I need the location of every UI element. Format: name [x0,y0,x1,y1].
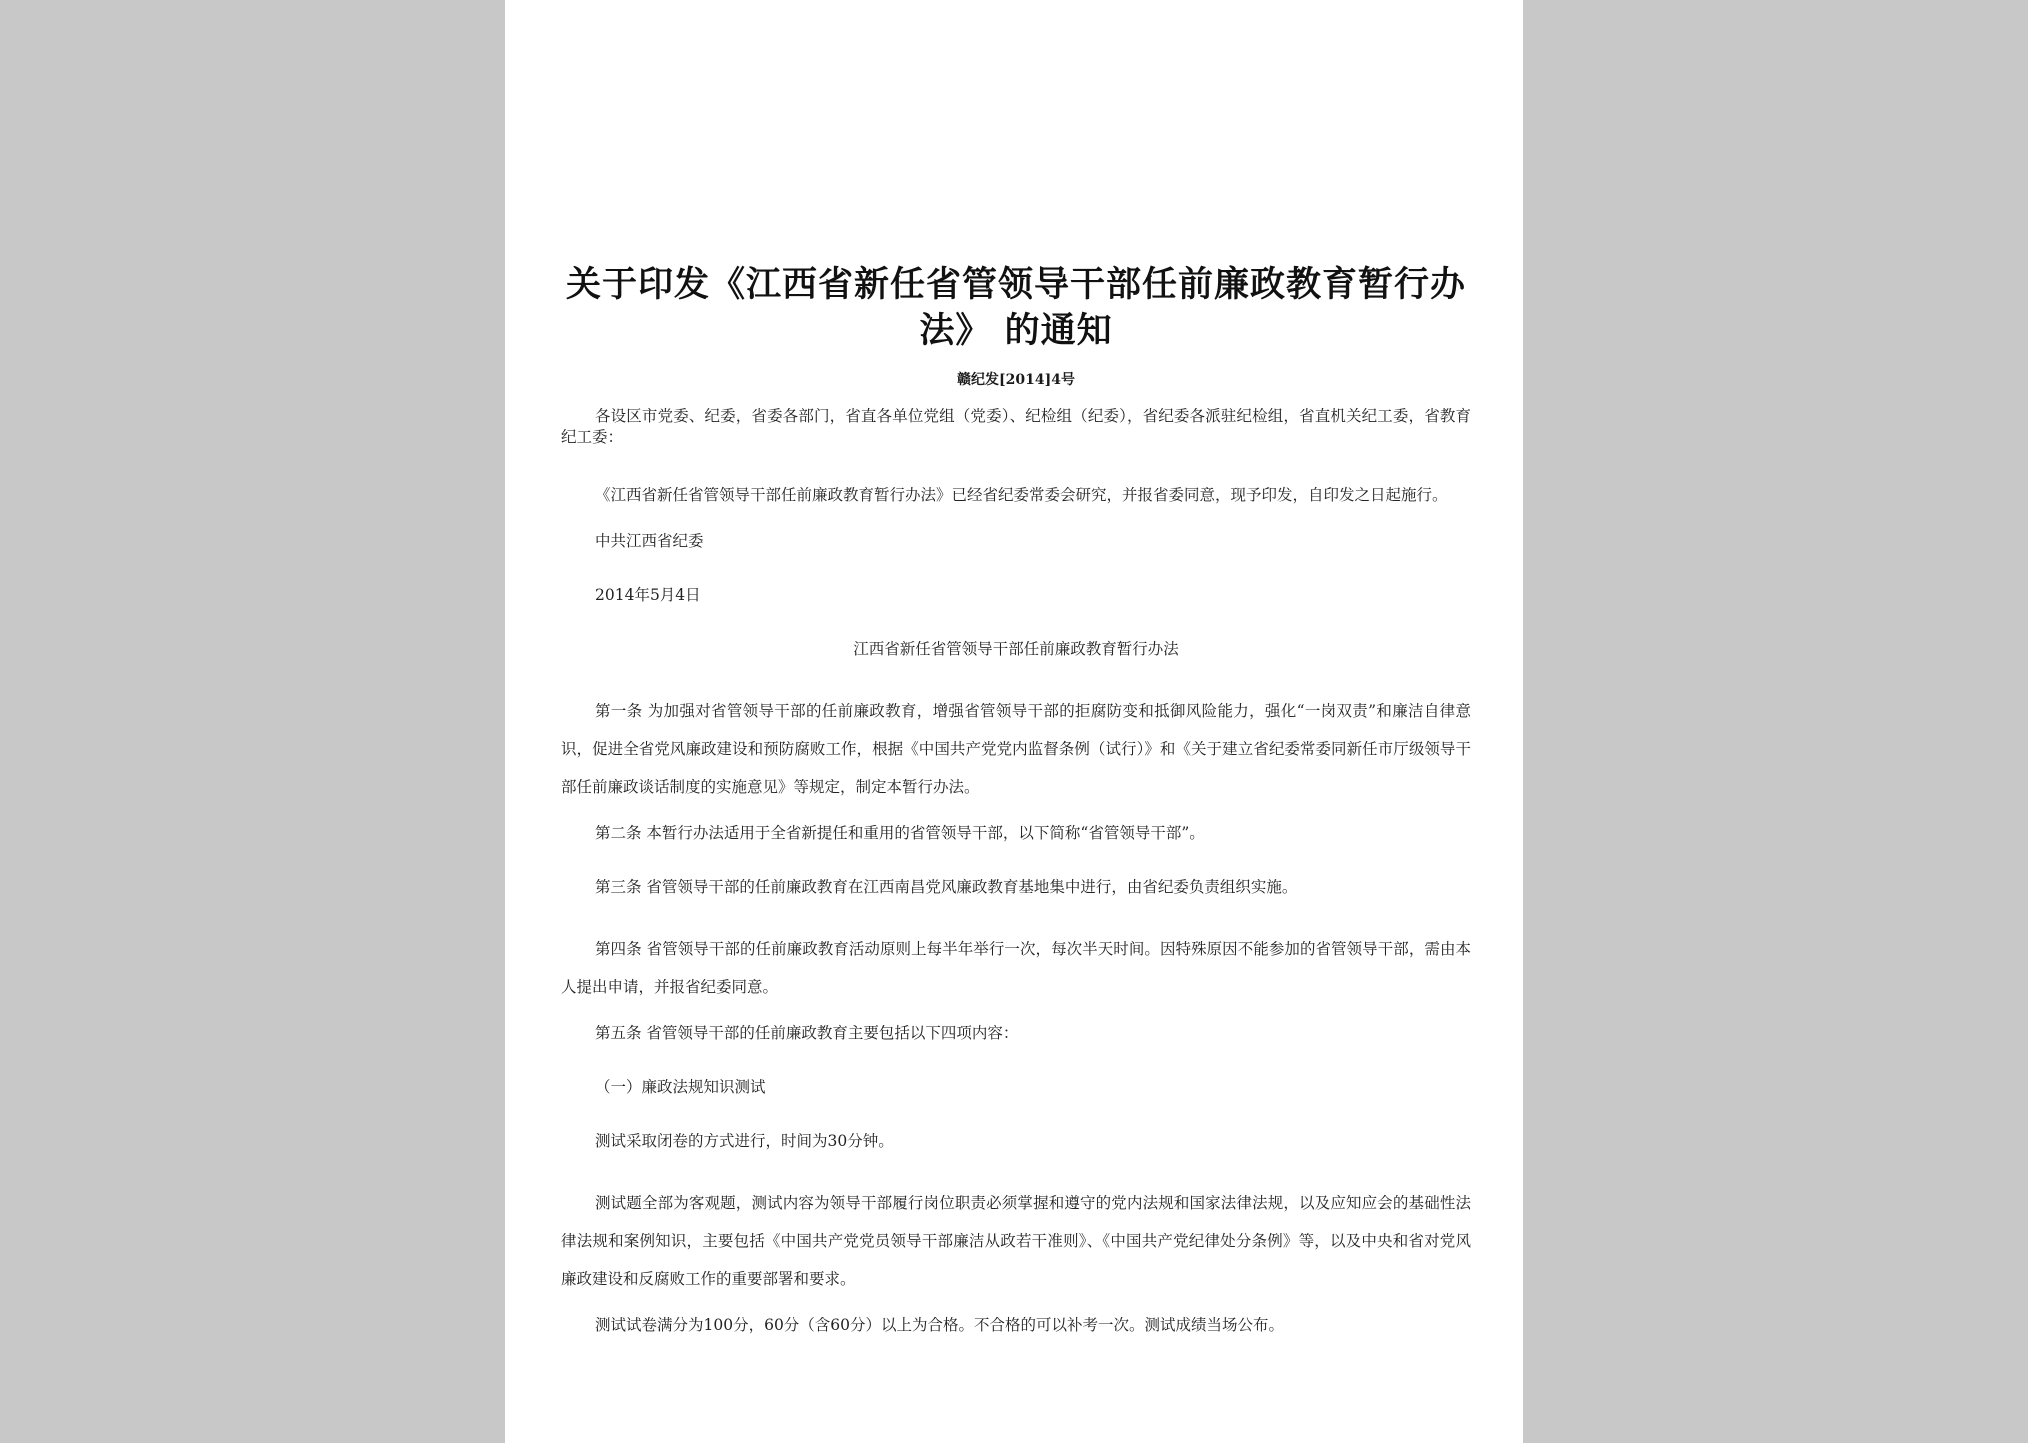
item-1-scoring: 测试试卷满分为100分，60分（含60分）以上为合格。不合格的可以补考一次。测试成绩当场公布。 [595,1316,1285,1334]
regulation-title: 江西省新任省管领导干部任前廉政教育暂行办法 [853,640,1179,658]
addressee-paragraph: 各设区市党委、纪委，省委各部门，省直各单位党组（党委）、纪检组（纪委），省纪委各派驻纪检组，省直机关纪工委，省教育纪工委： [561,407,1471,446]
article-4: 第四条 省管领导干部的任前廉政教育活动原则上每半年举行一次，每次半天时间。因特殊原因不能参加的省管领导干部，需由本人提出申请，并报省纪委同意。 [561,940,1471,996]
article-5: 第五条 省管领导干部的任前廉政教育主要包括以下四项内容： [595,1024,1019,1042]
article-1: 第一条 为加强对省管领导干部的任前廉政教育，增强省管领导干部的拒腐防变和抵御风险能力，强化“一岗双责”和廉洁自律意识，促进全省党风廉政建设和预防腐败工作，根据《中国共产党党内监督条例（试行）》和《关于建立省纪委常委同新任市厅级领导干部任前廉政谈话制度的实施意见》等规定，制定本暂行办法。 [561,702,1471,796]
document-content [561,262,1471,1368]
notice-body-paragraph: 《江西省新任省管领导干部任前廉政教育暂行办法》已经省纪委常委会研究，并报省委同意，现予印发，自印发之日起施行。 [595,486,1448,504]
issue-date: 2014年5月4日 [595,586,701,604]
document-page [505,0,1523,1443]
document-number: 赣纪发[2014]4号 [957,372,1075,388]
item-1-method: 测试采取闭卷的方式进行，时间为30分钟。 [595,1132,894,1150]
document-title: 关于印发《江西省新任省管领导干部任前廉政教育暂行办法》 的通知 [565,265,1466,351]
issuer-name: 中共江西省纪委 [595,532,704,550]
item-1-heading: （一）廉政法规知识测试 [595,1078,766,1096]
article-3: 第三条 省管领导干部的任前廉政教育在江西南昌党风廉政教育基地集中进行，由省纪委负责组织实施。 [595,878,1298,896]
item-1-content: 测试题全部为客观题，测试内容为领导干部履行岗位职责必须掌握和遵守的党内法规和国家法律法规，以及应知应会的基础性法律法规和案例知识，主要包括《中国共产党党员领导干部廉洁从政若干准则》、《中国共产党纪律处分条例》等，以及中央和省对党风廉政建设和反腐败工作的重要部署和要求。 [561,1194,1471,1288]
article-2: 第二条 本暂行办法适用于全省新提任和重用的省管领导干部，以下简称“省管领导干部”。 [595,824,1205,842]
